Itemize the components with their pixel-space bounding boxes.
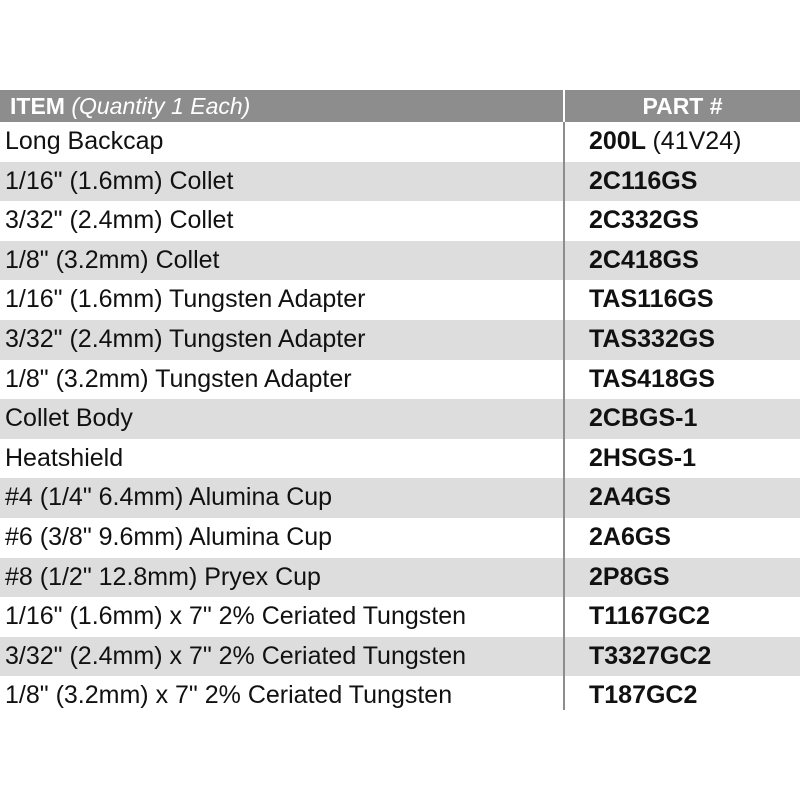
item-cell: 1/8" (3.2mm) Tungsten Adapter xyxy=(5,364,352,393)
table-row xyxy=(0,162,800,202)
table-row xyxy=(0,478,800,518)
table-row xyxy=(0,241,800,281)
part-column-header: PART # xyxy=(563,90,800,122)
part-cell: 2HSGS-1 xyxy=(563,439,800,479)
item-cell: 3/32" (2.4mm) Collet xyxy=(5,206,234,235)
part-cell: 2CBGS-1 xyxy=(563,399,800,439)
table-header xyxy=(0,90,800,122)
parts-table xyxy=(0,90,800,710)
part-cell xyxy=(563,122,800,162)
part-number-alt: (41V24) xyxy=(652,127,742,155)
table-row xyxy=(0,597,800,637)
item-cell: #8 (1/2" 12.8mm) Pryex Cup xyxy=(5,562,321,591)
item-cell: Long Backcap xyxy=(5,127,164,155)
table-row xyxy=(0,676,800,710)
item-cell: Collet Body xyxy=(5,404,133,433)
item-header-label: ITEM xyxy=(10,93,65,119)
item-header-sublabel: (Quantity 1 Each) xyxy=(71,93,251,119)
table-row xyxy=(0,439,800,479)
part-cell: TAS116GS xyxy=(563,280,800,320)
item-cell: #6 (3/8" 9.6mm) Alumina Cup xyxy=(5,522,333,551)
item-cell: 1/16" (1.6mm) Collet xyxy=(5,166,234,195)
part-cell: T3327GC2 xyxy=(563,637,800,677)
part-cell: 2C418GS xyxy=(563,241,800,281)
item-cell: #4 (1/4" 6.4mm) Alumina Cup xyxy=(5,483,333,512)
part-cell: 2A6GS xyxy=(563,518,800,558)
part-cell: T1167GC2 xyxy=(563,597,800,637)
table-row xyxy=(0,201,800,241)
part-cell: 2A4GS xyxy=(563,478,800,518)
item-cell: Heatshield xyxy=(5,443,124,472)
part-cell: 2C332GS xyxy=(563,201,800,241)
part-cell: 2C116GS xyxy=(563,162,800,202)
table-row xyxy=(0,399,800,439)
item-column-header xyxy=(0,90,563,122)
item-cell: 1/8" (3.2mm) x 7" 2% Ceriated Tungsten xyxy=(5,681,453,710)
part-cell: 2P8GS xyxy=(563,558,800,598)
item-cell: 3/32" (2.4mm) x 7" 2% Ceriated Tungsten xyxy=(5,641,467,670)
table-row xyxy=(0,558,800,598)
part-cell: TAS418GS xyxy=(563,360,800,400)
table-row xyxy=(0,122,800,162)
table-row xyxy=(0,360,800,400)
table-row xyxy=(0,637,800,677)
item-cell: 1/16" (1.6mm) Tungsten Adapter xyxy=(5,285,366,314)
item-cell: 1/8" (3.2mm) Collet xyxy=(5,245,220,274)
part-number: 200L xyxy=(589,127,646,155)
item-cell: 3/32" (2.4mm) Tungsten Adapter xyxy=(5,324,366,353)
table-row xyxy=(0,320,800,360)
table-row xyxy=(0,518,800,558)
part-cell: TAS332GS xyxy=(563,320,800,360)
part-cell: T187GC2 xyxy=(563,676,800,710)
item-cell: 1/16" (1.6mm) x 7" 2% Ceriated Tungsten xyxy=(5,602,467,631)
table-row xyxy=(0,280,800,320)
